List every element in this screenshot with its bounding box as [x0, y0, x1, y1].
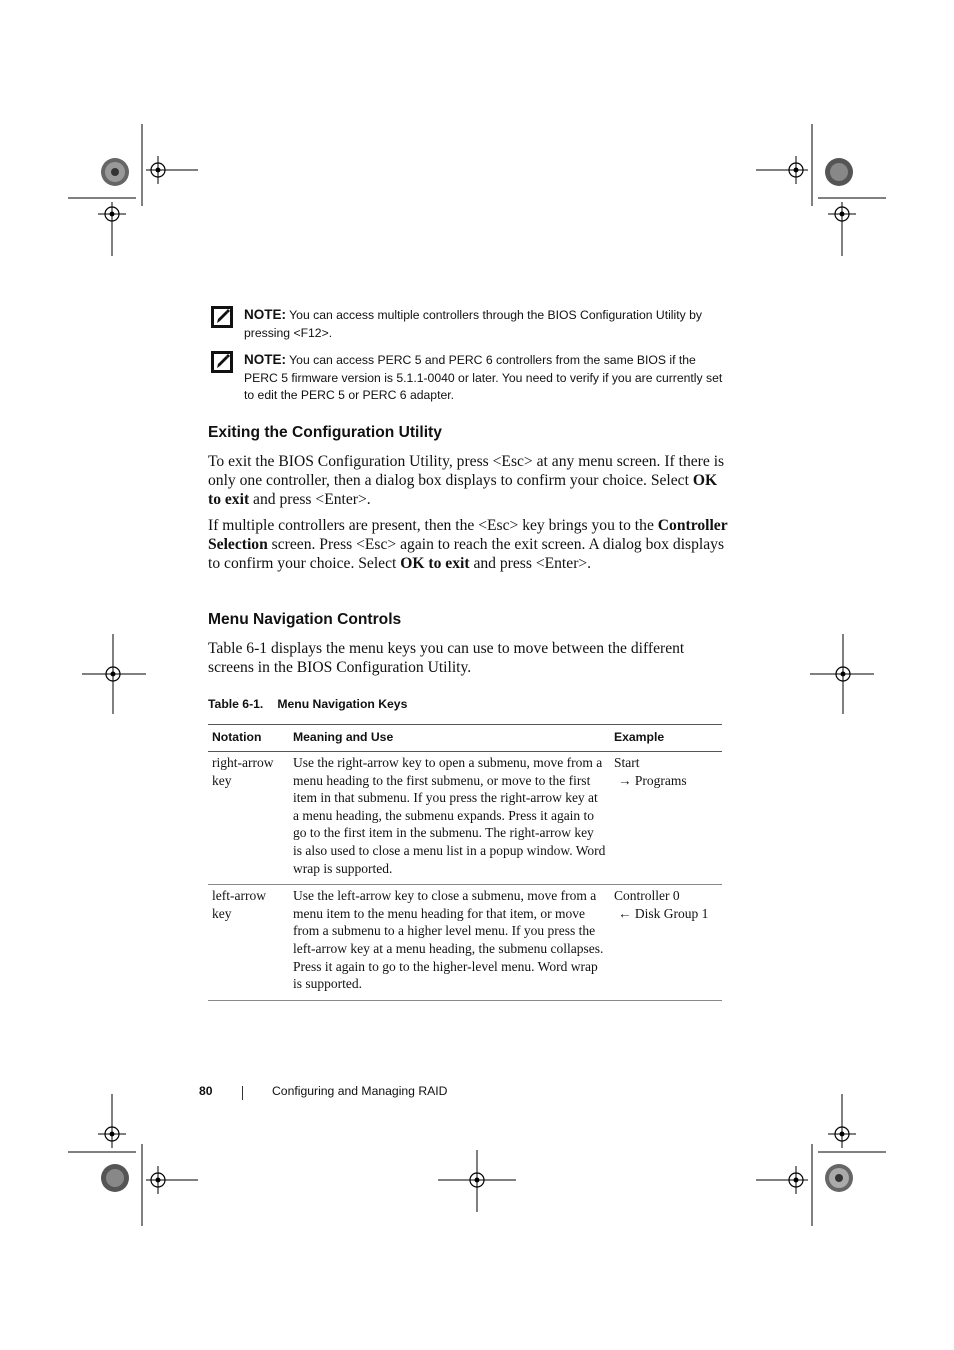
table-header-row [208, 725, 722, 752]
header-notation: Notation [208, 725, 289, 752]
header-example: Example [610, 725, 722, 752]
note-label: NOTE: [244, 307, 286, 322]
example-line-2: → Programs [618, 772, 687, 788]
cell-example [610, 752, 722, 885]
table-row [208, 752, 722, 885]
footer-chapter-title: Configuring and Managing RAID [272, 1084, 448, 1098]
table-caption-title: Menu Navigation Keys [277, 697, 408, 711]
table-caption [208, 697, 407, 711]
note-1 [211, 306, 731, 342]
right-arrow-icon: → [618, 772, 632, 788]
table-caption-number: Table 6-1. [208, 697, 264, 711]
header-meaning: Meaning and Use [289, 725, 610, 752]
example-line-1: Controller 0 [614, 888, 680, 904]
crop-mark-bottom-left [68, 1094, 198, 1226]
crop-mark-top-right [756, 124, 886, 256]
example-line-2: ← Disk Group 1 [618, 905, 709, 921]
note-text: You can access PERC 5 and PERC 6 controllers from the same BIOS if the PERC 5 firmware version is 5.1.1-0040 or later. You need to verify if you are currently set to edit the PERC 5 or PERC 6 adapter. [244, 353, 723, 403]
menu-navigation-keys-table [208, 724, 722, 1001]
table-row [208, 885, 722, 1001]
page-number: 80 [199, 1084, 213, 1098]
cell-example [610, 885, 722, 1001]
crop-mark-mid-left [82, 634, 146, 714]
paragraph-menu-navigation: Table 6-1 displays the menu keys you can use to move between the different screens in the BIOS Configuration Utility. [208, 640, 685, 676]
page-footer [199, 1084, 448, 1098]
note-label: NOTE: [244, 352, 286, 367]
cell-meaning: Use the right-arrow key to open a submenu, move from a menu heading to the first submenu, or move to the first item in that submenu. If you press the right-arrow key at a menu heading, the submenu expands. Press it again to go to the first item in the submenu. The right-arrow key is also used to close a menu list in a popup window. Word wrap is supported. [289, 752, 610, 885]
section-heading-menu-navigation: Menu Navigation Controls [208, 611, 402, 628]
crop-mark-top-left [68, 124, 198, 256]
note-pencil-icon [211, 306, 233, 328]
cell-notation: left-arrow key [208, 885, 289, 1001]
note-text: You can access multiple controllers through the BIOS Configuration Utility by pressing <F12>. [244, 308, 702, 340]
crop-mark-bottom-center [438, 1150, 516, 1212]
paragraph-exit-2: If multiple controllers are present, then the <Esc> key brings you to the Controller Selection screen. Press <Esc> again to reach the exit screen. A dialog box displays to confirm your choice. Select OK to exit and press <Enter>. [208, 517, 728, 572]
section-heading-exiting: Exiting the Configuration Utility [208, 424, 442, 441]
left-arrow-icon: ← [618, 905, 632, 921]
footer-separator [242, 1086, 243, 1100]
cell-notation: right-arrow key [208, 752, 289, 885]
paragraph-exit-1: To exit the BIOS Configuration Utility, press <Esc> at any menu screen. If there is only one controller, then a dialog box displays to confirm your choice. Select OK to exit and press <Enter>. [208, 453, 725, 508]
cell-meaning: Use the left-arrow key to close a submenu, move from a menu item to the menu heading for that item, or move from a submenu to a higher level menu. If you press the left-arrow key at a menu heading, the submenu collapses. Press it again to go to the higher-level menu. Word wrap is supported. [289, 885, 610, 1001]
example-line-1: Start [614, 755, 640, 770]
note-pencil-icon [211, 351, 233, 373]
note-2 [211, 351, 731, 405]
crop-mark-bottom-right [756, 1094, 886, 1226]
crop-mark-mid-right [810, 634, 874, 714]
